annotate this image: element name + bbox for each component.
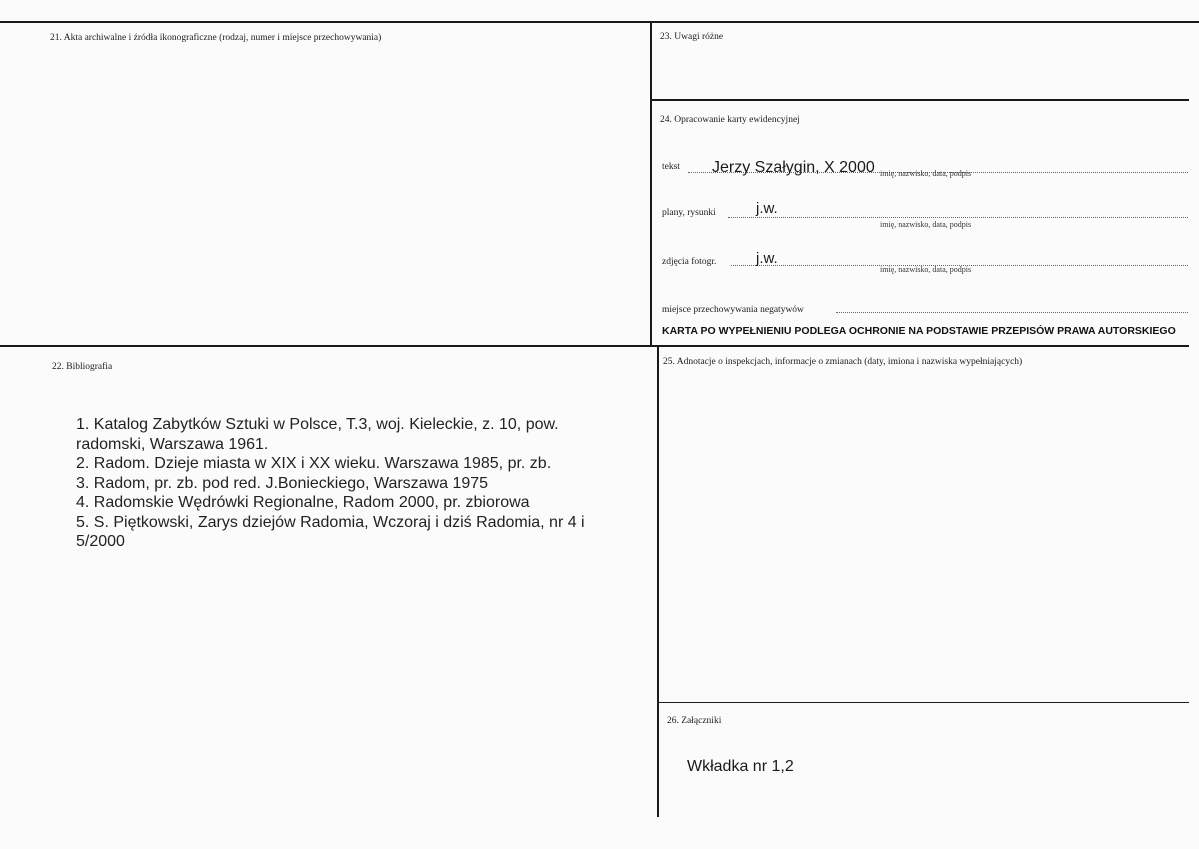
- field-26-value: Wkładka nr 1,2: [687, 758, 794, 775]
- top-border: [0, 21, 1199, 23]
- field-24-plans-value: j.w.: [756, 200, 778, 217]
- field-24-photos-hint: imię, nazwisko, data, podpis: [880, 265, 972, 274]
- bibliography-item: 1. Katalog Zabytków Sztuki w Polsce, T.3, woj. Kieleckie, z. 10, pow. radomski, Warszawa 1961.: [76, 416, 559, 453]
- field-21-label: 21. Akta archiwalne i źródła ikonograficzne (rodzaj, numer i miejsce przechowywania): [50, 33, 382, 43]
- field-24-plans-hint: imię, nazwisko, data, podpis: [880, 220, 972, 229]
- field-23-label: 23. Uwagi różne: [660, 32, 724, 42]
- divider-23-24: [650, 99, 1189, 101]
- vertical-divider-lower: [657, 345, 659, 817]
- field-24-plans-label: plany, rysunki: [662, 208, 716, 218]
- field-24-negatives-label: miejsce przechowywania negatywów: [662, 305, 804, 315]
- field-24-text-value: Jerzy Szałygin, X 2000: [712, 159, 875, 176]
- field-24-label: 24. Opracowanie karty ewidencyjnej: [660, 115, 800, 125]
- bibliography-item: 5. S. Piętkowski, Zarys dziejów Radomia, Wczoraj i dziś Radomia, nr 4 i 5/2000: [76, 513, 585, 550]
- copyright-notice: KARTA PO WYPEŁNIENIU PODLEGA OCHRONIE NA PODSTAWIE PRZEPISÓW PRAWA AUTORSKIEGO: [662, 325, 1176, 337]
- field-24-negatives-dots: [836, 312, 1188, 313]
- bibliography-item: 3. Radom, pr. zb. pod red. J.Bonieckiego, Warszawa 1975: [76, 474, 489, 492]
- field-24-text-label: tekst: [662, 162, 680, 172]
- bibliography-item: 4. Radomskie Wędrówki Regionalne, Radom 2000, pr. zbiorowa: [76, 494, 530, 511]
- field-24-photos-label: zdjęcia fotogr.: [662, 257, 717, 267]
- field-25-label: 25. Adnotacje o inspekcjach, informacje o zmianach (daty, imiona i nazwiska wypełniających): [663, 357, 1023, 367]
- divider-25-26: [657, 702, 1189, 703]
- field-26-label: 26. Załączniki: [667, 716, 722, 726]
- field-24-text-hint: imię, nazwisko, data, podpis: [880, 169, 972, 178]
- vertical-divider-upper: [650, 21, 652, 347]
- bibliography-item: 2. Radom. Dzieje miasta w XIX i XX wieku. Warszawa 1985, pr. zb.: [76, 455, 552, 472]
- field-24-plans-dots: [728, 217, 1188, 218]
- field-22-label: 22. Bibliografia: [52, 362, 113, 372]
- field-24-photos-value: j.w.: [756, 250, 778, 267]
- bibliography-list: [76, 415, 616, 552]
- middle-divider: [0, 345, 1189, 347]
